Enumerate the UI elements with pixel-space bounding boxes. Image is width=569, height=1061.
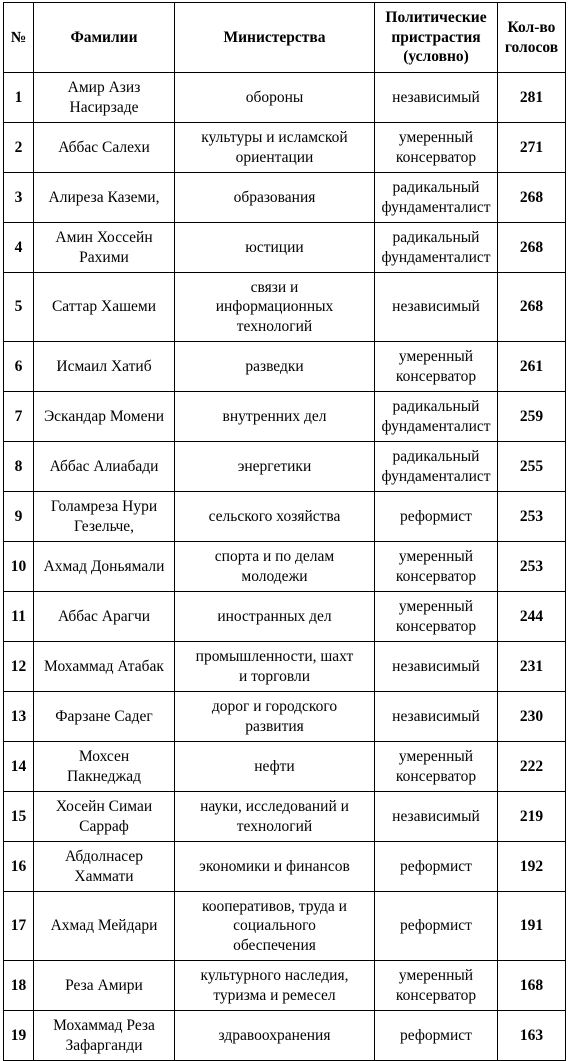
cell-politics-line: фундаменталист bbox=[381, 417, 491, 435]
cell-name-line: Сарраф bbox=[79, 817, 129, 835]
cell-name-line: Реза Амири bbox=[65, 976, 143, 994]
cell-ministry-line: информационных bbox=[215, 298, 334, 316]
cell-politics-line: независимый bbox=[392, 707, 480, 725]
cell-politics-line: фундаменталист bbox=[381, 248, 491, 266]
cell-num: 1 bbox=[4, 73, 34, 123]
cell-votes: 168 bbox=[498, 961, 566, 1011]
cell-votes: 253 bbox=[498, 542, 566, 592]
cell-num: 11 bbox=[4, 592, 34, 642]
cell-name bbox=[34, 892, 175, 961]
header-votes-line: голосов bbox=[504, 38, 559, 56]
cell-politics-line: консерватор bbox=[395, 148, 477, 166]
cell-politics-line: независимый bbox=[392, 298, 480, 316]
cell-ministry-line: кооперативов, труда и bbox=[202, 897, 347, 915]
cell-politics-line: умеренный bbox=[398, 748, 474, 765]
cell-votes: 259 bbox=[498, 392, 566, 442]
cell-name-line: Насирзаде bbox=[69, 98, 139, 116]
cell-name-line: Хосейн Симаи bbox=[55, 798, 153, 815]
cell-politics bbox=[375, 173, 498, 223]
ministers-table bbox=[3, 2, 566, 1061]
cell-politics-line: умеренный bbox=[398, 548, 474, 565]
header-ministry: Министерства bbox=[175, 3, 375, 73]
cell-name bbox=[34, 392, 175, 442]
cell-ministry bbox=[175, 792, 375, 842]
cell-votes: 268 bbox=[498, 223, 566, 273]
cell-ministry-line: молодежи bbox=[241, 567, 308, 585]
header-politics-line: (условно) bbox=[403, 48, 469, 66]
cell-ministry bbox=[175, 892, 375, 961]
cell-politics-line: фундаменталист bbox=[381, 467, 491, 485]
cell-politics-line: независимый bbox=[392, 88, 480, 106]
cell-politics bbox=[375, 842, 498, 892]
cell-politics bbox=[375, 742, 498, 792]
cell-votes: 230 bbox=[498, 692, 566, 742]
cell-ministry-line: обеспечения bbox=[233, 936, 316, 954]
cell-ministry bbox=[175, 492, 375, 542]
cell-ministry-line: энергетики bbox=[237, 457, 312, 475]
cell-votes: 231 bbox=[498, 642, 566, 692]
table-row bbox=[4, 1011, 566, 1061]
cell-name-line: Мохаммад Атабак bbox=[44, 657, 164, 675]
cell-ministry bbox=[175, 542, 375, 592]
cell-politics-line: радикальный bbox=[392, 398, 480, 415]
cell-num: 3 bbox=[4, 173, 34, 223]
cell-politics bbox=[375, 273, 498, 342]
cell-name-line: Аббас Салехи bbox=[58, 138, 150, 156]
cell-votes: 163 bbox=[498, 1011, 566, 1061]
cell-politics-line: умеренный bbox=[398, 348, 474, 365]
header-num: № bbox=[4, 3, 34, 73]
cell-votes: 281 bbox=[498, 73, 566, 123]
cell-name bbox=[34, 542, 175, 592]
cell-politics-line: консерватор bbox=[395, 767, 477, 785]
table-row bbox=[4, 542, 566, 592]
cell-politics bbox=[375, 342, 498, 392]
cell-ministry-line: науки, исследований и bbox=[200, 798, 349, 815]
header-row bbox=[4, 3, 566, 73]
cell-politics-line: умеренный bbox=[398, 129, 474, 146]
cell-votes: 191 bbox=[498, 892, 566, 961]
cell-name-line: Пакнеджад bbox=[67, 767, 141, 785]
cell-ministry bbox=[175, 392, 375, 442]
cell-num: 9 bbox=[4, 492, 34, 542]
cell-num: 7 bbox=[4, 392, 34, 442]
cell-name bbox=[34, 742, 175, 792]
cell-ministry-line: развития bbox=[245, 717, 304, 735]
cell-votes: 219 bbox=[498, 792, 566, 842]
header-votes-line: Кол-во bbox=[507, 19, 556, 36]
cell-politics-line: консерватор bbox=[395, 567, 477, 585]
cell-ministry bbox=[175, 273, 375, 342]
cell-votes: 268 bbox=[498, 273, 566, 342]
cell-name-line: Зафарганди bbox=[65, 1036, 143, 1054]
cell-politics bbox=[375, 692, 498, 742]
cell-num: 2 bbox=[4, 123, 34, 173]
cell-num: 4 bbox=[4, 223, 34, 273]
cell-politics-line: независимый bbox=[392, 657, 480, 675]
cell-ministry bbox=[175, 1011, 375, 1061]
cell-name-line: Рахими bbox=[79, 248, 129, 266]
cell-votes: 271 bbox=[498, 123, 566, 173]
cell-ministry-line: иностранных дел bbox=[217, 607, 332, 625]
cell-name-line: Аббас Арагчи bbox=[57, 607, 151, 625]
cell-ministry bbox=[175, 742, 375, 792]
cell-ministry bbox=[175, 223, 375, 273]
table-row bbox=[4, 223, 566, 273]
cell-ministry-line: туризма и ремесел bbox=[213, 986, 336, 1004]
cell-politics-line: реформист bbox=[400, 857, 472, 875]
cell-name-line: Саттар Хашеми bbox=[51, 298, 157, 316]
cell-ministry-line: связи и bbox=[250, 278, 299, 296]
cell-votes: 244 bbox=[498, 592, 566, 642]
cell-ministry-line: ориентации bbox=[235, 148, 314, 166]
cell-ministry-line: здравоохранения bbox=[218, 1026, 331, 1044]
table-row bbox=[4, 692, 566, 742]
cell-votes: 253 bbox=[498, 492, 566, 542]
cell-ministry bbox=[175, 342, 375, 392]
header-politics bbox=[375, 3, 498, 73]
cell-name bbox=[34, 442, 175, 492]
cell-politics bbox=[375, 223, 498, 273]
cell-ministry bbox=[175, 73, 375, 123]
cell-votes: 255 bbox=[498, 442, 566, 492]
cell-name bbox=[34, 492, 175, 542]
cell-name-line: Исмаил Хатиб bbox=[56, 357, 152, 375]
cell-politics-line: консерватор bbox=[395, 986, 477, 1004]
cell-num: 12 bbox=[4, 642, 34, 692]
cell-ministry-line: экономики и финансов bbox=[199, 857, 350, 875]
cell-politics bbox=[375, 492, 498, 542]
cell-name bbox=[34, 1011, 175, 1061]
header-politics-line: Политические bbox=[385, 9, 487, 27]
cell-num: 18 bbox=[4, 961, 34, 1011]
cell-politics bbox=[375, 73, 498, 123]
cell-votes: 192 bbox=[498, 842, 566, 892]
cell-politics-line: реформист bbox=[400, 507, 472, 525]
cell-num: 10 bbox=[4, 542, 34, 592]
cell-ministry bbox=[175, 123, 375, 173]
table-row bbox=[4, 842, 566, 892]
cell-name-line: Фарзане Садег bbox=[55, 707, 153, 725]
table-row bbox=[4, 892, 566, 961]
table-row bbox=[4, 73, 566, 123]
cell-politics bbox=[375, 442, 498, 492]
cell-politics-line: фундаменталист bbox=[381, 198, 491, 216]
cell-politics-line: умеренный bbox=[398, 967, 474, 984]
cell-name bbox=[34, 592, 175, 642]
cell-name-line: Аббас Алиабади bbox=[49, 457, 159, 475]
cell-name bbox=[34, 273, 175, 342]
cell-ministry-line: технологий bbox=[236, 317, 313, 335]
cell-politics bbox=[375, 961, 498, 1011]
cell-ministry-line: культуры и исламской bbox=[201, 129, 348, 146]
table-row bbox=[4, 642, 566, 692]
cell-ministry bbox=[175, 642, 375, 692]
cell-ministry bbox=[175, 961, 375, 1011]
cell-ministry-line: дорог и городского bbox=[211, 698, 338, 715]
cell-ministry bbox=[175, 173, 375, 223]
cell-ministry-line: сельского хозяйства bbox=[208, 507, 341, 525]
cell-num: 16 bbox=[4, 842, 34, 892]
cell-votes: 261 bbox=[498, 342, 566, 392]
cell-ministry-line: промышленности, шахт bbox=[195, 648, 354, 665]
cell-politics bbox=[375, 592, 498, 642]
cell-num: 6 bbox=[4, 342, 34, 392]
cell-politics bbox=[375, 392, 498, 442]
cell-name-line: Хаммати bbox=[74, 867, 134, 885]
table-row bbox=[4, 961, 566, 1011]
cell-politics-line: консерватор bbox=[395, 617, 477, 635]
cell-name bbox=[34, 73, 175, 123]
cell-politics bbox=[375, 1011, 498, 1061]
cell-votes: 222 bbox=[498, 742, 566, 792]
cell-ministry-line: обороны bbox=[245, 88, 304, 106]
cell-politics bbox=[375, 792, 498, 842]
cell-ministry bbox=[175, 842, 375, 892]
cell-politics-line: независимый bbox=[392, 807, 480, 825]
cell-ministry-line: социального bbox=[233, 917, 316, 935]
table-row bbox=[4, 492, 566, 542]
table-row bbox=[4, 442, 566, 492]
table-row bbox=[4, 273, 566, 342]
header-votes bbox=[498, 3, 566, 73]
cell-num: 17 bbox=[4, 892, 34, 961]
cell-name-line: Гезельче, bbox=[73, 517, 135, 535]
table-row bbox=[4, 792, 566, 842]
cell-votes: 268 bbox=[498, 173, 566, 223]
cell-politics-line: реформист bbox=[400, 917, 472, 935]
table-row bbox=[4, 392, 566, 442]
header-name: Фамилии bbox=[34, 3, 175, 73]
cell-name-line: Ахмад Мейдари bbox=[50, 917, 158, 935]
cell-num: 19 bbox=[4, 1011, 34, 1061]
cell-name bbox=[34, 173, 175, 223]
cell-name bbox=[34, 961, 175, 1011]
cell-politics bbox=[375, 542, 498, 592]
cell-politics-line: радикальный bbox=[392, 448, 480, 465]
cell-name bbox=[34, 792, 175, 842]
table-row bbox=[4, 342, 566, 392]
cell-ministry-line: нефти bbox=[254, 757, 295, 775]
cell-name bbox=[34, 642, 175, 692]
cell-num: 14 bbox=[4, 742, 34, 792]
cell-politics bbox=[375, 123, 498, 173]
cell-ministry-line: внутренних дел bbox=[222, 407, 327, 425]
cell-politics bbox=[375, 642, 498, 692]
cell-ministry-line: юстиции bbox=[245, 238, 304, 256]
cell-ministry-line: разведки bbox=[245, 357, 304, 375]
cell-name-line: Абдолнасер bbox=[65, 848, 143, 865]
cell-num: 5 bbox=[4, 273, 34, 342]
cell-politics bbox=[375, 892, 498, 961]
cell-ministry-line: технологий bbox=[236, 817, 313, 835]
table-row bbox=[4, 173, 566, 223]
table-row bbox=[4, 123, 566, 173]
cell-name-line: Голамреза Нури bbox=[50, 498, 158, 515]
cell-num: 8 bbox=[4, 442, 34, 492]
table-row bbox=[4, 592, 566, 642]
cell-ministry-line: образования bbox=[233, 188, 316, 206]
cell-name-line: Мохсен bbox=[78, 748, 130, 765]
cell-politics-line: радикальный bbox=[392, 229, 480, 246]
cell-name bbox=[34, 842, 175, 892]
cell-name bbox=[34, 223, 175, 273]
cell-politics-line: реформист bbox=[400, 1026, 472, 1044]
cell-ministry bbox=[175, 592, 375, 642]
table-body bbox=[4, 73, 566, 1061]
cell-name-line: Эскандар Момени bbox=[43, 407, 165, 425]
cell-ministry-line: и торговли bbox=[238, 667, 311, 685]
cell-politics-line: радикальный bbox=[392, 179, 480, 196]
cell-num: 15 bbox=[4, 792, 34, 842]
cell-name-line: Ахмад Доньямали bbox=[43, 557, 165, 575]
cell-ministry bbox=[175, 692, 375, 742]
cell-ministry-line: спорта и по делам bbox=[214, 548, 335, 565]
cell-num: 13 bbox=[4, 692, 34, 742]
cell-name-line: Амир Азиз bbox=[67, 79, 141, 96]
cell-ministry bbox=[175, 442, 375, 492]
cell-name bbox=[34, 342, 175, 392]
cell-name-line: Алиреза Каземи, bbox=[48, 188, 160, 206]
cell-name-line: Амин Хоссейн bbox=[55, 229, 153, 246]
cell-name bbox=[34, 692, 175, 742]
cell-name bbox=[34, 123, 175, 173]
cell-name-line: Мохаммад Реза bbox=[53, 1017, 155, 1034]
cell-politics-line: умеренный bbox=[398, 598, 474, 615]
cell-ministry-line: культурного наследия, bbox=[200, 967, 349, 984]
header-politics-line: пристрастия bbox=[391, 28, 481, 46]
cell-politics-line: консерватор bbox=[395, 367, 477, 385]
table-row bbox=[4, 742, 566, 792]
